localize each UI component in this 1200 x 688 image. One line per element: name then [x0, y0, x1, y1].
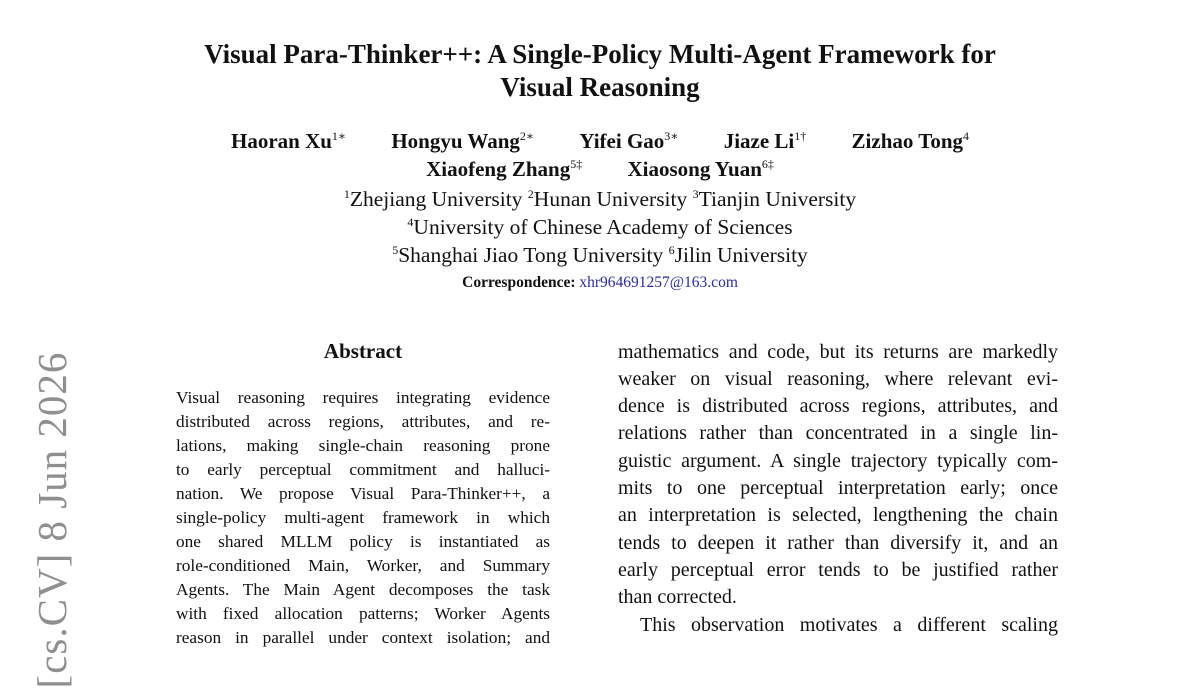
author: Jiaze $Li^{1\dagger}$: [723, 129, 807, 153]
body-text-line: mits to one perceptual interpretation early; once: [618, 477, 1058, 499]
body-text-line: relations rather than concentrated in a single lin-: [618, 422, 1058, 444]
abstract-line: Visual reasoning requires integrating evidence: [176, 388, 550, 407]
author: Zizhao Tong$^4$: [851, 129, 970, 153]
correspondence-email-link[interactable]: xhr964691257@163.com: [579, 274, 738, 291]
author: Yifei Gao$^{3∗}$: [579, 129, 679, 153]
paper-title-line-1: Visual Para-Thinker++: A Single-Policy Multi-Agent Framework for: [204, 39, 996, 69]
abstract-line: single-policy multi-agent framework in which: [176, 508, 550, 527]
affiliation-line: $^4$University of Chinese Academy of Sciences: [407, 215, 793, 239]
body-text-line: an interpretation is selected, lengthening the chain: [618, 504, 1058, 526]
arxiv-stamp: [cs.CV] 8 Jun 2026: [29, 351, 75, 688]
author: Haoran $Xu^{1∗}$: [230, 129, 347, 153]
author: Xiaosong Yuan$^{6\ddagger}$: [627, 157, 774, 181]
correspondence: [0, 272, 1200, 294]
body-text-line: weaker on visual reasoning, where relevant evi-: [618, 368, 1058, 390]
author-row-1: [0, 127, 1200, 155]
abstract-heading: Abstract: [323, 339, 403, 363]
abstract-line: role-conditioned Main, Worker, and Summary: [176, 556, 550, 575]
abstract-line: with fixed allocation patterns; Worker Agents: [176, 604, 550, 623]
abstract-line: nation. We propose Visual Para-Thinker++, a: [176, 484, 550, 503]
affiliation-line: $^1$Zhejiang University $^2$Hunan University $^3$Tianjin University: [343, 187, 857, 211]
correspondence-label: Correspondence:: [462, 274, 576, 291]
abstract-line: to early perceptual commitment and halluci-: [176, 460, 550, 479]
body-text-line: tends to deepen it rather than diversify it, and an: [618, 532, 1058, 554]
paper-title: [0, 38, 1200, 104]
abstract-line: Agents. The Main Agent decomposes the task: [176, 580, 550, 599]
body-text-line: early perceptual error tends to be justified rather: [618, 559, 1058, 581]
abstract-line: distributed across regions, attributes, and re-: [176, 412, 550, 431]
abstract-line: lations, making single-chain reasoning prone: [176, 436, 550, 455]
author: Hongyu Wang$^{2∗}$: [391, 129, 535, 153]
author-row-2: [0, 155, 1200, 183]
paper-title-line-2: Visual Reasoning: [500, 72, 700, 102]
body-text-line: This observation motivates a different scaling: [640, 614, 1058, 636]
body-text-line: guistic argument. A single trajectory typically com-: [618, 450, 1058, 472]
author-list: [0, 127, 1200, 183]
author: Xiaofeng Zhang$^{5\ddagger}$: [426, 157, 583, 181]
body-text-line: than corrected.: [618, 586, 737, 608]
abstract-line: reason in parallel under context isolation; and: [176, 628, 550, 647]
abstract-line: one shared MLLM policy is instantiated as: [176, 532, 550, 551]
affiliation-line: $^5$Shanghai Jiao Tong University $^6$Jilin University: [392, 243, 808, 267]
body-text-line: dence is distributed across regions, attributes, and: [618, 395, 1058, 417]
body-text-line: mathematics and code, but its returns are markedly: [618, 341, 1058, 363]
